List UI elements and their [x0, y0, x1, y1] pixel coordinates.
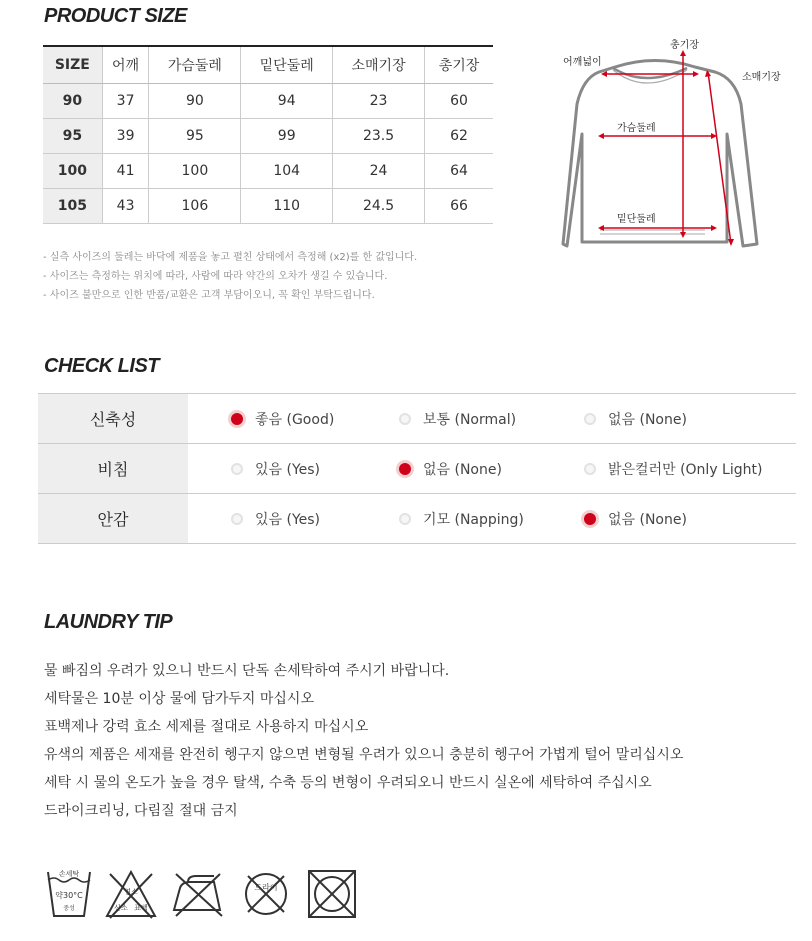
- option-label: 보통 (Normal): [423, 411, 517, 428]
- option-label: 기모 (Napping): [423, 511, 524, 528]
- option-label: 밝은컬러만 (Only Light): [608, 461, 763, 478]
- laundry-tip-line: 물 빠짐의 우려가 있으니 반드시 단독 손세탁하여 주시기 바랍니다.: [44, 663, 450, 679]
- table-cell: 23.5: [333, 119, 425, 154]
- hand-wash-text: 중성: [63, 905, 75, 912]
- table-cell: 99: [241, 119, 333, 154]
- check-label: 안감: [38, 494, 188, 543]
- option-none: [584, 509, 687, 529]
- no-dry-cleaning-icon: [240, 868, 292, 920]
- table-cell: 104: [241, 154, 333, 189]
- option-normal: [399, 409, 516, 429]
- check-list-title: CHECK LIST: [44, 355, 159, 377]
- radio-unselected-icon: [399, 513, 411, 525]
- option-yes: [231, 459, 320, 479]
- size-table: [43, 45, 493, 224]
- option-good: [231, 409, 334, 429]
- check-label: 신축성: [38, 394, 188, 443]
- table-row: [43, 119, 493, 154]
- option-label: 없음 (None): [423, 461, 502, 478]
- size-cell: 100: [43, 154, 102, 189]
- table-cell: 62: [424, 119, 493, 154]
- option-label: 있음 (Yes): [255, 511, 321, 528]
- header-size: SIZE: [43, 46, 102, 84]
- option-label: 있음 (Yes): [255, 461, 321, 478]
- option-none: [399, 459, 502, 479]
- table-cell: 66: [424, 189, 493, 224]
- no-bleach-text: 산소: [114, 904, 128, 912]
- header-sleeve: 소매기장: [333, 46, 425, 84]
- no-bleach-icon: [104, 868, 158, 920]
- laundry-tip-line: 표백제나 강력 효소 세제를 절대로 사용하지 마십시오: [44, 719, 369, 735]
- option-label: 좋음 (Good): [255, 411, 335, 428]
- laundry-tip-line: 유색의 제품은 세재를 완전히 헹구지 않으면 변형될 우려가 있으니 충분히 헹구어 가볍게 털어 말리십시오: [44, 747, 684, 763]
- table-cell: 90: [149, 84, 241, 119]
- table-cell: 39: [102, 119, 149, 154]
- size-cell: 105: [43, 189, 102, 224]
- dry-clean-text: 드라이: [254, 883, 278, 892]
- radio-selected-icon: [399, 463, 411, 475]
- table-cell: 24: [333, 154, 425, 189]
- label-chest: 가슴둘레: [617, 123, 656, 134]
- hand-wash-text: 약30°C: [55, 891, 83, 900]
- header-shoulder: 어깨: [102, 46, 149, 84]
- size-note: - 사이즈 불만으로 인한 반품/교환은 고객 부담이오니, 꼭 확인 부탁드립니다.: [43, 290, 375, 301]
- no-ironing-icon: [170, 868, 226, 920]
- option-label: 없음 (None): [608, 411, 687, 428]
- radio-unselected-icon: [584, 413, 596, 425]
- check-row-lining: [38, 494, 796, 544]
- table-row: [43, 189, 493, 224]
- check-row-elasticity: [38, 393, 796, 444]
- table-cell: 60: [424, 84, 493, 119]
- size-table-header: [43, 46, 493, 84]
- label-total-length: 총기장: [670, 40, 699, 51]
- no-bleach-text: 염소: [124, 888, 138, 896]
- radio-unselected-icon: [584, 463, 596, 475]
- hand-wash-icon: [46, 868, 92, 920]
- label-hem: 밑단둘레: [617, 214, 656, 225]
- measurement-diagram: [555, 34, 795, 254]
- option-yes: [231, 509, 320, 529]
- table-cell: 37: [102, 84, 149, 119]
- radio-unselected-icon: [399, 413, 411, 425]
- table-cell: 24.5: [333, 189, 425, 224]
- no-tumble-dry-icon: [306, 868, 358, 920]
- option-only-light: [584, 459, 762, 479]
- option-napping: [399, 509, 524, 529]
- table-row: [43, 154, 493, 189]
- size-note: - 실측 사이즈의 둘레는 바닥에 제품을 놓고 펼친 상태에서 측정해 (x2)를 한 값입니다.: [43, 252, 418, 263]
- table-cell: 110: [241, 189, 333, 224]
- size-cell: 90: [43, 84, 102, 119]
- laundry-tip-line: 세탁물은 10분 이상 물에 담가두지 마십시오: [44, 691, 314, 707]
- header-hem: 밑단둘레: [241, 46, 333, 84]
- check-label: 비침: [38, 444, 188, 493]
- hand-wash-text: 손세탁: [58, 870, 80, 878]
- table-cell: 95: [149, 119, 241, 154]
- table-cell: 94: [241, 84, 333, 119]
- size-cell: 95: [43, 119, 102, 154]
- radio-selected-icon: [231, 413, 243, 425]
- option-none: [584, 409, 687, 429]
- label-sleeve: 소매기장: [742, 72, 781, 83]
- radio-unselected-icon: [231, 513, 243, 525]
- table-cell: 64: [424, 154, 493, 189]
- option-label: 없음 (None): [608, 511, 687, 528]
- radio-selected-icon: [584, 513, 596, 525]
- table-cell: 100: [149, 154, 241, 189]
- header-total-length: 총기장: [424, 46, 493, 84]
- table-row: [43, 84, 493, 119]
- size-notes: [43, 248, 417, 305]
- product-size-title: PRODUCT SIZE: [44, 5, 187, 27]
- radio-unselected-icon: [231, 463, 243, 475]
- check-row-transparency: [38, 444, 796, 494]
- label-shoulder: 어깨넓이: [563, 57, 602, 68]
- laundry-tip-line: 드라이크리닝, 다림질 절대 금지: [44, 803, 238, 819]
- table-cell: 41: [102, 154, 149, 189]
- table-cell: 106: [149, 189, 241, 224]
- no-bleach-text: 표백: [134, 904, 148, 912]
- check-list-table: [38, 393, 796, 544]
- laundry-tip-title: LAUNDRY TIP: [44, 611, 173, 633]
- header-chest: 가슴둘레: [149, 46, 241, 84]
- table-cell: 43: [102, 189, 149, 224]
- laundry-tip-line: 세탁 시 물의 온도가 높을 경우 탈색, 수축 등의 변형이 우려되오니 반드시 실온에 세탁하여 주십시오: [44, 775, 652, 791]
- laundry-tip-list: [44, 657, 683, 825]
- size-note: - 사이즈는 측정하는 위치에 따라, 사람에 따라 약간의 오차가 생길 수 있습니다.: [43, 271, 388, 282]
- table-cell: 23: [333, 84, 425, 119]
